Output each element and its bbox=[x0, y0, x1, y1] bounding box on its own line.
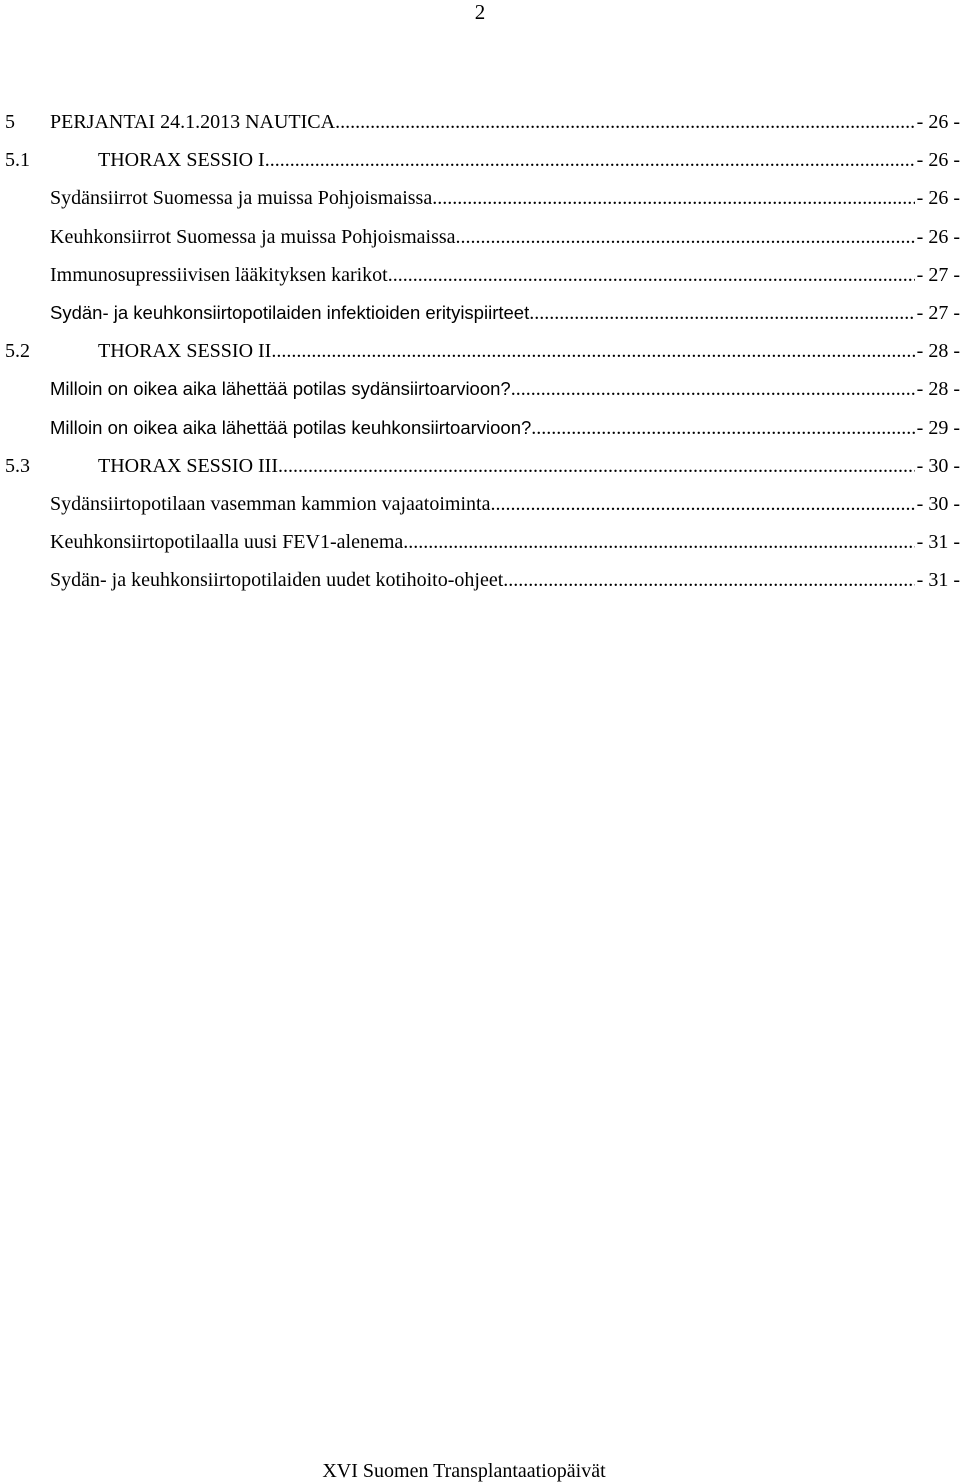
toc-entry-page: - 31 - bbox=[916, 569, 960, 592]
toc-entry[interactable] bbox=[0, 260, 960, 298]
toc-entry[interactable] bbox=[0, 145, 960, 183]
page-footer: XVI Suomen Transplantaatiopäivät bbox=[322, 1460, 606, 1482]
toc-entry[interactable] bbox=[0, 413, 960, 451]
toc-dot-leader bbox=[456, 222, 915, 252]
toc-entry[interactable] bbox=[0, 336, 960, 374]
toc-entry[interactable] bbox=[0, 451, 960, 489]
toc-entry-title: Keuhkonsiirtopotilaalla uusi FEV1-alenema bbox=[50, 531, 404, 554]
toc-entry-page: - 27 - bbox=[916, 301, 960, 324]
toc-dot-leader bbox=[503, 565, 914, 595]
toc-dot-leader bbox=[511, 374, 915, 404]
toc-entry-title: Sydänsiirtopotilaan vasemman kammion vajaatoiminta bbox=[50, 492, 491, 515]
toc-entry-title: Immunosupressiivisen lääkityksen karikot bbox=[50, 263, 388, 286]
toc-entry[interactable] bbox=[0, 489, 960, 527]
toc-entry-title: Sydän- ja keuhkonsiirtopotilaiden uudet kotihoito-ohjeet bbox=[50, 569, 504, 592]
toc-entry-title: Milloin on oikea aika lähettää potilas keuhkonsiirtoarvioon? bbox=[50, 416, 532, 438]
toc-dot-leader bbox=[278, 451, 915, 481]
toc-dot-leader bbox=[490, 489, 914, 519]
toc-entry-page: - 26 - bbox=[916, 111, 960, 133]
toc-entry-title: THORAX SESSIO II bbox=[98, 340, 272, 363]
toc-entry-page: - 26 - bbox=[916, 187, 960, 210]
toc-entry-number: 5.1 bbox=[5, 149, 30, 172]
toc-dot-leader bbox=[437, 183, 914, 213]
toc-dot-leader bbox=[388, 260, 915, 290]
toc-entry[interactable] bbox=[0, 374, 960, 412]
toc-entry-page: - 28 - bbox=[916, 340, 960, 363]
toc-entry-title: THORAX SESSIO III bbox=[98, 454, 278, 477]
toc-entry[interactable] bbox=[0, 222, 960, 260]
toc-entry-title: PERJANTAI 24.1.2013 NAUTICA bbox=[50, 111, 336, 133]
toc-dot-leader bbox=[529, 298, 914, 328]
toc-dot-leader bbox=[403, 527, 914, 557]
toc-dot-leader bbox=[265, 145, 915, 175]
toc-entry-title: Sydän- ja keuhkonsiirtopotilaiden infektioiden erityispiirteet bbox=[50, 301, 530, 323]
toc-entry-title: Milloin on oikea aika lähettää potilas sydänsiirtoarvioon? bbox=[50, 378, 511, 400]
toc-dot-leader bbox=[271, 336, 914, 366]
toc-entry-page: - 28 - bbox=[916, 378, 960, 401]
toc-entry-title: Keuhkonsiirrot Suomessa ja muissa Pohjoismaissa bbox=[50, 225, 456, 248]
toc-entry-page: - 26 - bbox=[916, 149, 960, 172]
toc-entry-page: - 26 - bbox=[916, 225, 960, 248]
toc-entry-page: - 30 - bbox=[916, 454, 960, 477]
toc-entry-page: - 30 - bbox=[916, 492, 960, 515]
toc-entry-number: 5 bbox=[5, 111, 15, 133]
page-number: 2 bbox=[474, 0, 486, 24]
toc-entry-page: - 29 - bbox=[916, 416, 960, 439]
toc-dot-leader bbox=[531, 413, 914, 443]
toc-entry-page: - 27 - bbox=[916, 263, 960, 286]
toc-entry-number: 5.2 bbox=[5, 340, 30, 363]
toc-entry[interactable] bbox=[0, 527, 960, 565]
toc-entry-title: Sydänsiirrot Suomessa ja muissa Pohjoismaissa. bbox=[50, 187, 438, 210]
toc-entry[interactable] bbox=[0, 107, 960, 145]
toc-entry[interactable] bbox=[0, 298, 960, 336]
toc-entry-page: - 31 - bbox=[916, 531, 960, 554]
toc-entry-title: THORAX SESSIO I bbox=[98, 149, 265, 172]
toc-entry[interactable] bbox=[0, 565, 960, 603]
toc-entry-number: 5.3 bbox=[5, 454, 30, 477]
toc-entry[interactable] bbox=[0, 183, 960, 221]
table-of-contents bbox=[0, 107, 960, 603]
toc-dot-leader bbox=[335, 107, 915, 137]
